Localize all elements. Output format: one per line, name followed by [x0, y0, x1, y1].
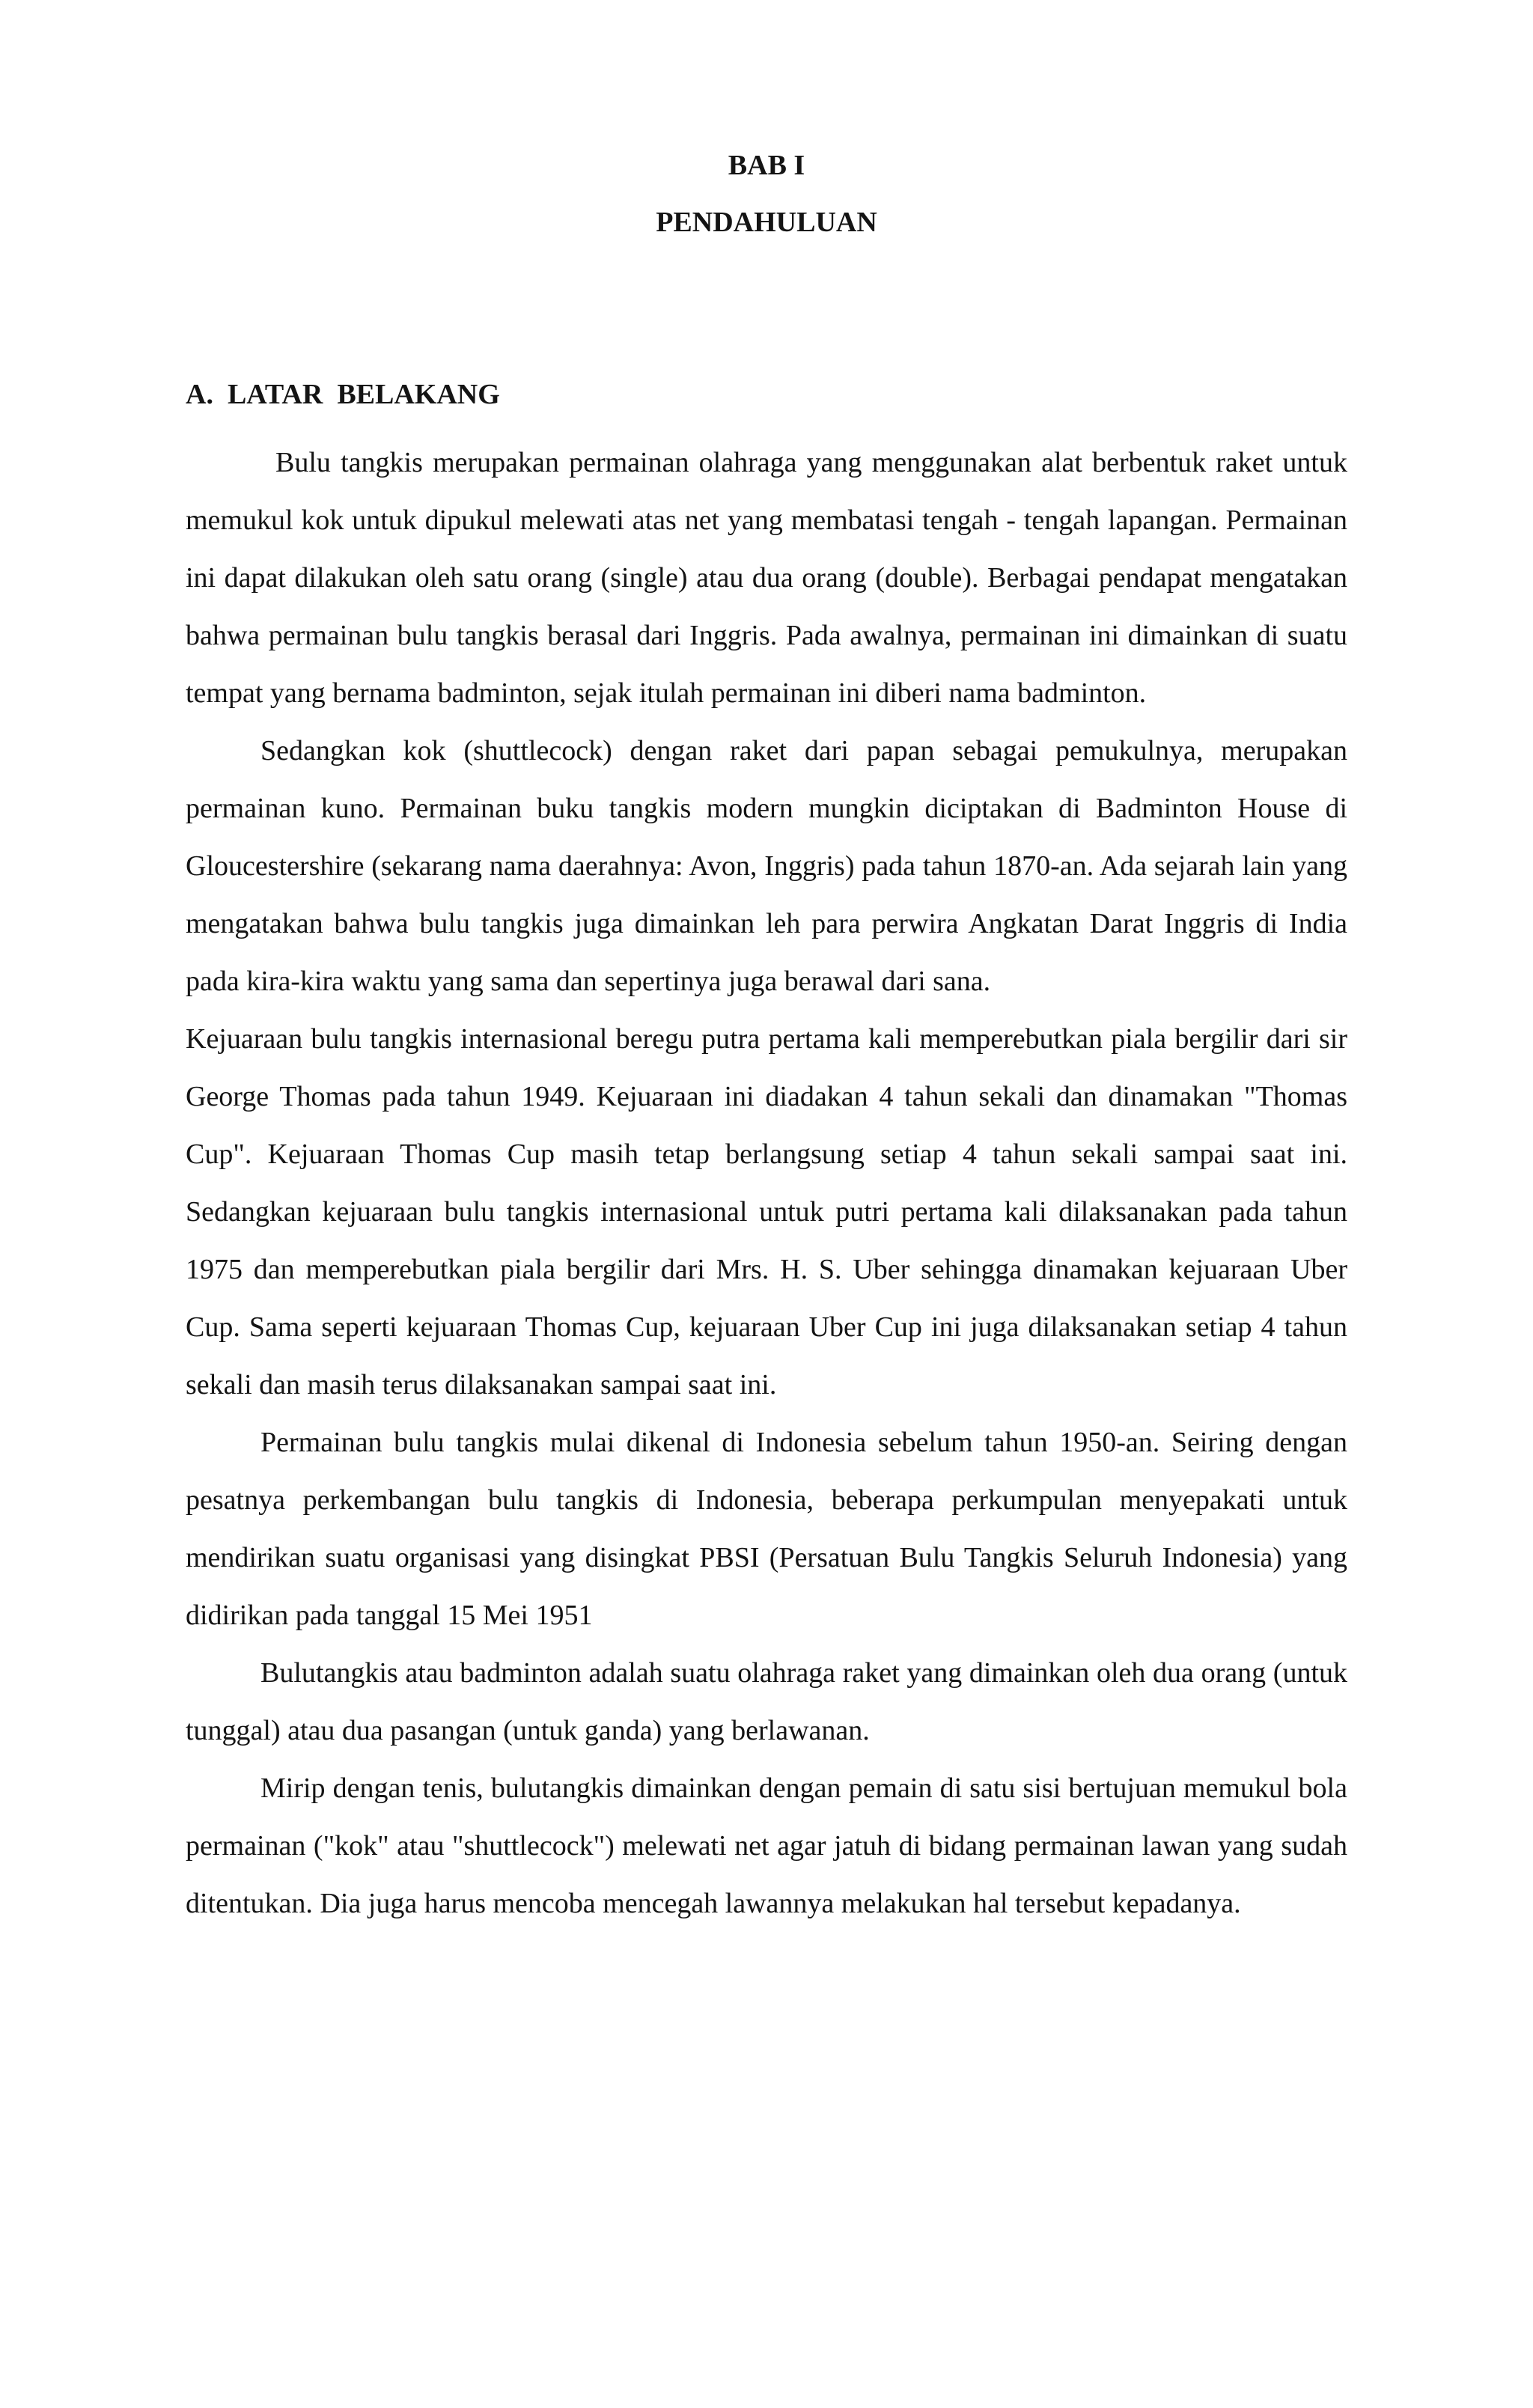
paragraph: Sedangkan kok (shuttlecock) dengan raket dari papan sebagai pemukulnya, merupakan permainan kuno. Permainan buku tangkis modern mungkin diciptakan di Badminton House di Gloucestershire (sekarang nama daerahnya: Avon, Inggris) pada tahun 1870-an. Ada sejarah lain yang mengatakan bahwa bulu tangkis juga dimainkan leh para perwira Angkatan Darat Inggris di India pada kira-kira waktu yang sama dan sepertinya juga berawal dari sana.	[186, 735, 1347, 997]
chapter-title: PENDAHULUAN	[656, 207, 877, 238]
paragraph: Kejuaraan bulu tangkis internasional beregu putra pertama kali memperebutkan piala bergilir dari sir George Thomas pada tahun 1949. Kejuaraan ini diadakan 4 tahun sekali dan dinamakan "Thomas Cup". Kejuaraan Thomas Cup masih tetap berlangsung setiap 4 tahun sekali sampai saat ini. Sedangkan kejuaraan bulu tangkis internasional untuk putri pertama kali dilaksanakan pada tahun 1975 dan memperebutkan piala bergilir dari Mrs. H. S. Uber sehingga dinamakan kejuaraan Uber Cup. Sama seperti kejuaraan Thomas Cup, kejuaraan Uber Cup ini juga dilaksanakan setiap 4 tahun sekali dan masih terus dilaksanakan sampai saat ini.	[186, 1023, 1347, 1400]
paragraph: Bulutangkis atau badminton adalah suatu olahraga raket yang dimainkan oleh dua orang (untuk tunggal) atau dua pasangan (untuk ganda) yang berlawanan.	[186, 1657, 1347, 1746]
paragraph: Permainan bulu tangkis mulai dikenal di Indonesia sebelum tahun 1950-an. Seiring dengan pesatnya perkembangan bulu tangkis di Indonesia, beberapa perkumpulan menyepakati untuk mendirikan suatu organisasi yang disingkat PBSI (Persatuan Bulu Tangkis Seluruh Indonesia) yang didirikan pada tanggal 15 Mei 1951	[186, 1427, 1347, 1631]
paragraph: Mirip dengan tenis, bulutangkis dimainkan dengan pemain di satu sisi bertujuan memukul bola permainan ("kok" atau "shuttlecock") melewati net agar jatuh di bidang permainan lawan yang sudah ditentukan. Dia juga harus mencoba mencegah lawannya melakukan hal tersebut kepadanya.	[186, 1773, 1347, 1919]
paragraph: Bulu tangkis merupakan permainan olahraga yang menggunakan alat berbentuk raket untuk memukul kok untuk dipukul melewati atas net yang membatasi tengah - tengah lapangan. Permainan ini dapat dilakukan oleh satu orang (single) atau dua orang (double). Berbagai pendapat mengatakan bahwa permainan bulu tangkis berasal dari Inggris. Pada awalnya, permainan ini dimainkan di suatu tempat yang bernama badminton, sejak itulah permainan ini diberi nama badminton.	[186, 447, 1347, 709]
section-heading: A. LATAR BELAKANG	[186, 379, 500, 410]
chapter-number: BAB I	[728, 150, 805, 181]
body-text	[186, 434, 1347, 1933]
